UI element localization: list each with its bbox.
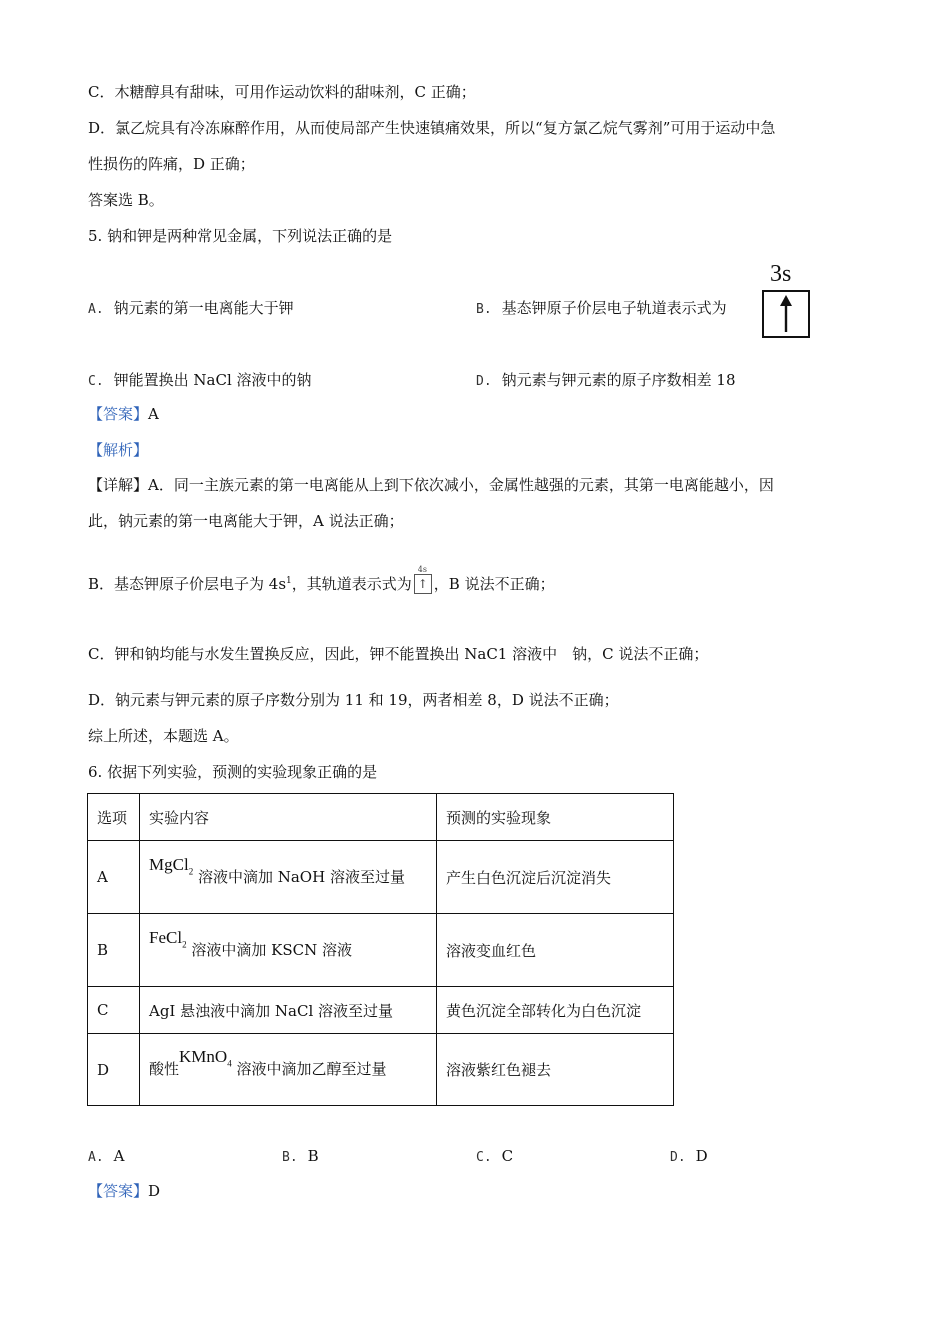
up-arrow-icon: ↑ xyxy=(414,574,432,594)
option-label: C. xyxy=(88,374,104,389)
explain-text: B．基态钾原子价层电子为 4s xyxy=(88,575,287,593)
formula-subscript: 2 xyxy=(182,939,187,950)
answer-tag: 【答案】 xyxy=(88,405,149,423)
orbital-label: 3s xyxy=(770,261,792,287)
q5-option-b xyxy=(476,298,727,320)
table-cell: 溶液变血红色 xyxy=(437,914,674,987)
explain-line: 【详解】A．同一主族元素的第一电离能从上到下依次减小，金属性越强的元素，其第一电离能越小，因 xyxy=(88,476,774,494)
chemical-formula xyxy=(179,1047,232,1069)
table-row xyxy=(88,1034,674,1106)
experiment-table xyxy=(87,793,674,1106)
table-header: 预测的实验现象 xyxy=(437,794,674,841)
q6-option-b xyxy=(282,1146,319,1168)
table-row xyxy=(88,987,674,1034)
option-text: 钠元素的第一电离能大于钾 xyxy=(113,299,294,317)
question-5-stem: 5. 钠和钾是两种常见金属，下列说法正确的是 xyxy=(88,227,393,245)
formula-text: MgCl xyxy=(149,854,189,874)
answer-tag: 【答案】 xyxy=(88,1182,149,1200)
explain-line: 此，钠元素的第一电离能大于钾，A 说法正确； xyxy=(88,512,404,530)
chemical-formula xyxy=(149,927,187,950)
option-text: B xyxy=(307,1147,319,1165)
explain-text: ，B 说法不正确； xyxy=(433,575,555,593)
text-line: D．氯乙烷具有冷冻麻醉作用，从而使局部产生快速镇痛效果，所以“复方氯乙烷气雾剂”可用于运动中急 xyxy=(88,119,776,137)
option-label: D. xyxy=(670,1150,686,1165)
question-6-stem: 6. 依据下列实验，预测的实验现象正确的是 xyxy=(88,763,378,781)
orbital-diagram-4s xyxy=(412,565,434,594)
formula-subscript: 2 xyxy=(188,866,194,877)
option-label: D. xyxy=(476,374,492,389)
answer-value: A xyxy=(148,405,159,423)
explain-line: C．钾和钠均能与水发生置换反应，因此，钾不能置换出 NaC1 溶液中 钠，C 说法不正确； xyxy=(88,645,709,663)
answer-value: D xyxy=(148,1182,161,1200)
cell-text: 溶液中滴加乙醇至过量 xyxy=(236,1060,387,1079)
table-row xyxy=(88,841,674,914)
table-cell: B xyxy=(88,914,140,987)
table-cell: 产生白色沉淀后沉淀消失 xyxy=(437,841,674,914)
explain-text: ，其轨道表示式为 xyxy=(291,575,412,593)
analysis-tag: 【解析】 xyxy=(88,441,149,459)
formula-text: KMnO xyxy=(179,1047,228,1067)
table-cell: D xyxy=(88,1034,140,1106)
formula-text: FeCl xyxy=(149,927,183,947)
option-text: 钠元素与钾元素的原子序数相差 18 xyxy=(501,371,736,389)
q5-option-c xyxy=(88,370,312,392)
q6-option-a xyxy=(88,1146,125,1168)
explain-line-b xyxy=(88,565,555,594)
table-header: 实验内容 xyxy=(140,794,437,841)
orbital-label: 4s xyxy=(417,565,427,574)
formula-subscript: 4 xyxy=(227,1058,232,1069)
orbital-diagram-3s xyxy=(758,262,814,338)
superscript: 1 xyxy=(286,576,292,586)
text-line: 性损伤的阵痛，D 正确； xyxy=(88,155,255,173)
table-cell xyxy=(140,1034,437,1106)
explain-line: 综上所述，本题选 A。 xyxy=(88,727,239,745)
text-line: 答案选 B。 xyxy=(88,191,164,209)
cell-text: 溶液中滴加 NaOH 溶液至过量 xyxy=(197,867,405,886)
table-header-row xyxy=(88,794,674,841)
table-cell: 溶液紫红色褪去 xyxy=(437,1034,674,1106)
option-label: A. xyxy=(88,302,104,317)
table-cell: AgI 悬浊液中滴加 NaCl 溶液至过量 xyxy=(140,987,437,1034)
option-text: 基态钾原子价层电子轨道表示式为 xyxy=(501,299,727,317)
q6-option-d xyxy=(670,1146,708,1168)
table-row xyxy=(88,914,674,987)
option-text: A xyxy=(113,1147,125,1165)
option-label: B. xyxy=(282,1150,298,1165)
q5-answer xyxy=(88,404,159,424)
table-cell xyxy=(140,914,437,987)
table-header: 选项 xyxy=(88,794,140,841)
q6-option-c xyxy=(476,1146,513,1168)
cell-text: 溶液中滴加 KSCN 溶液 xyxy=(191,940,352,959)
option-text: D xyxy=(695,1147,708,1165)
option-text: 钾能置换出 NaCl 溶液中的钠 xyxy=(113,371,312,389)
q6-answer xyxy=(88,1181,160,1201)
orbital-box xyxy=(762,290,810,338)
option-label: A. xyxy=(88,1150,104,1165)
table-cell xyxy=(140,841,437,914)
explain-line: D．钠元素与钾元素的原子序数分别为 11 和 19，两者相差 8，D 说法不正确； xyxy=(88,691,619,709)
table-cell: 黄色沉淀全部转化为白色沉淀 xyxy=(437,987,674,1034)
up-arrow-icon xyxy=(764,292,808,336)
option-text: C xyxy=(501,1147,514,1165)
q5-option-a xyxy=(88,298,294,320)
cell-text: 酸性 xyxy=(149,1060,180,1079)
text-line: C．木糖醇具有甜味，可用作运动饮料的甜味剂，C 正确； xyxy=(88,83,476,101)
table-cell: A xyxy=(88,841,140,914)
q5-option-d xyxy=(476,370,736,392)
table-cell: C xyxy=(88,987,140,1034)
chemical-formula xyxy=(149,854,194,877)
option-label: C. xyxy=(476,1150,492,1165)
option-label: B. xyxy=(476,302,492,317)
